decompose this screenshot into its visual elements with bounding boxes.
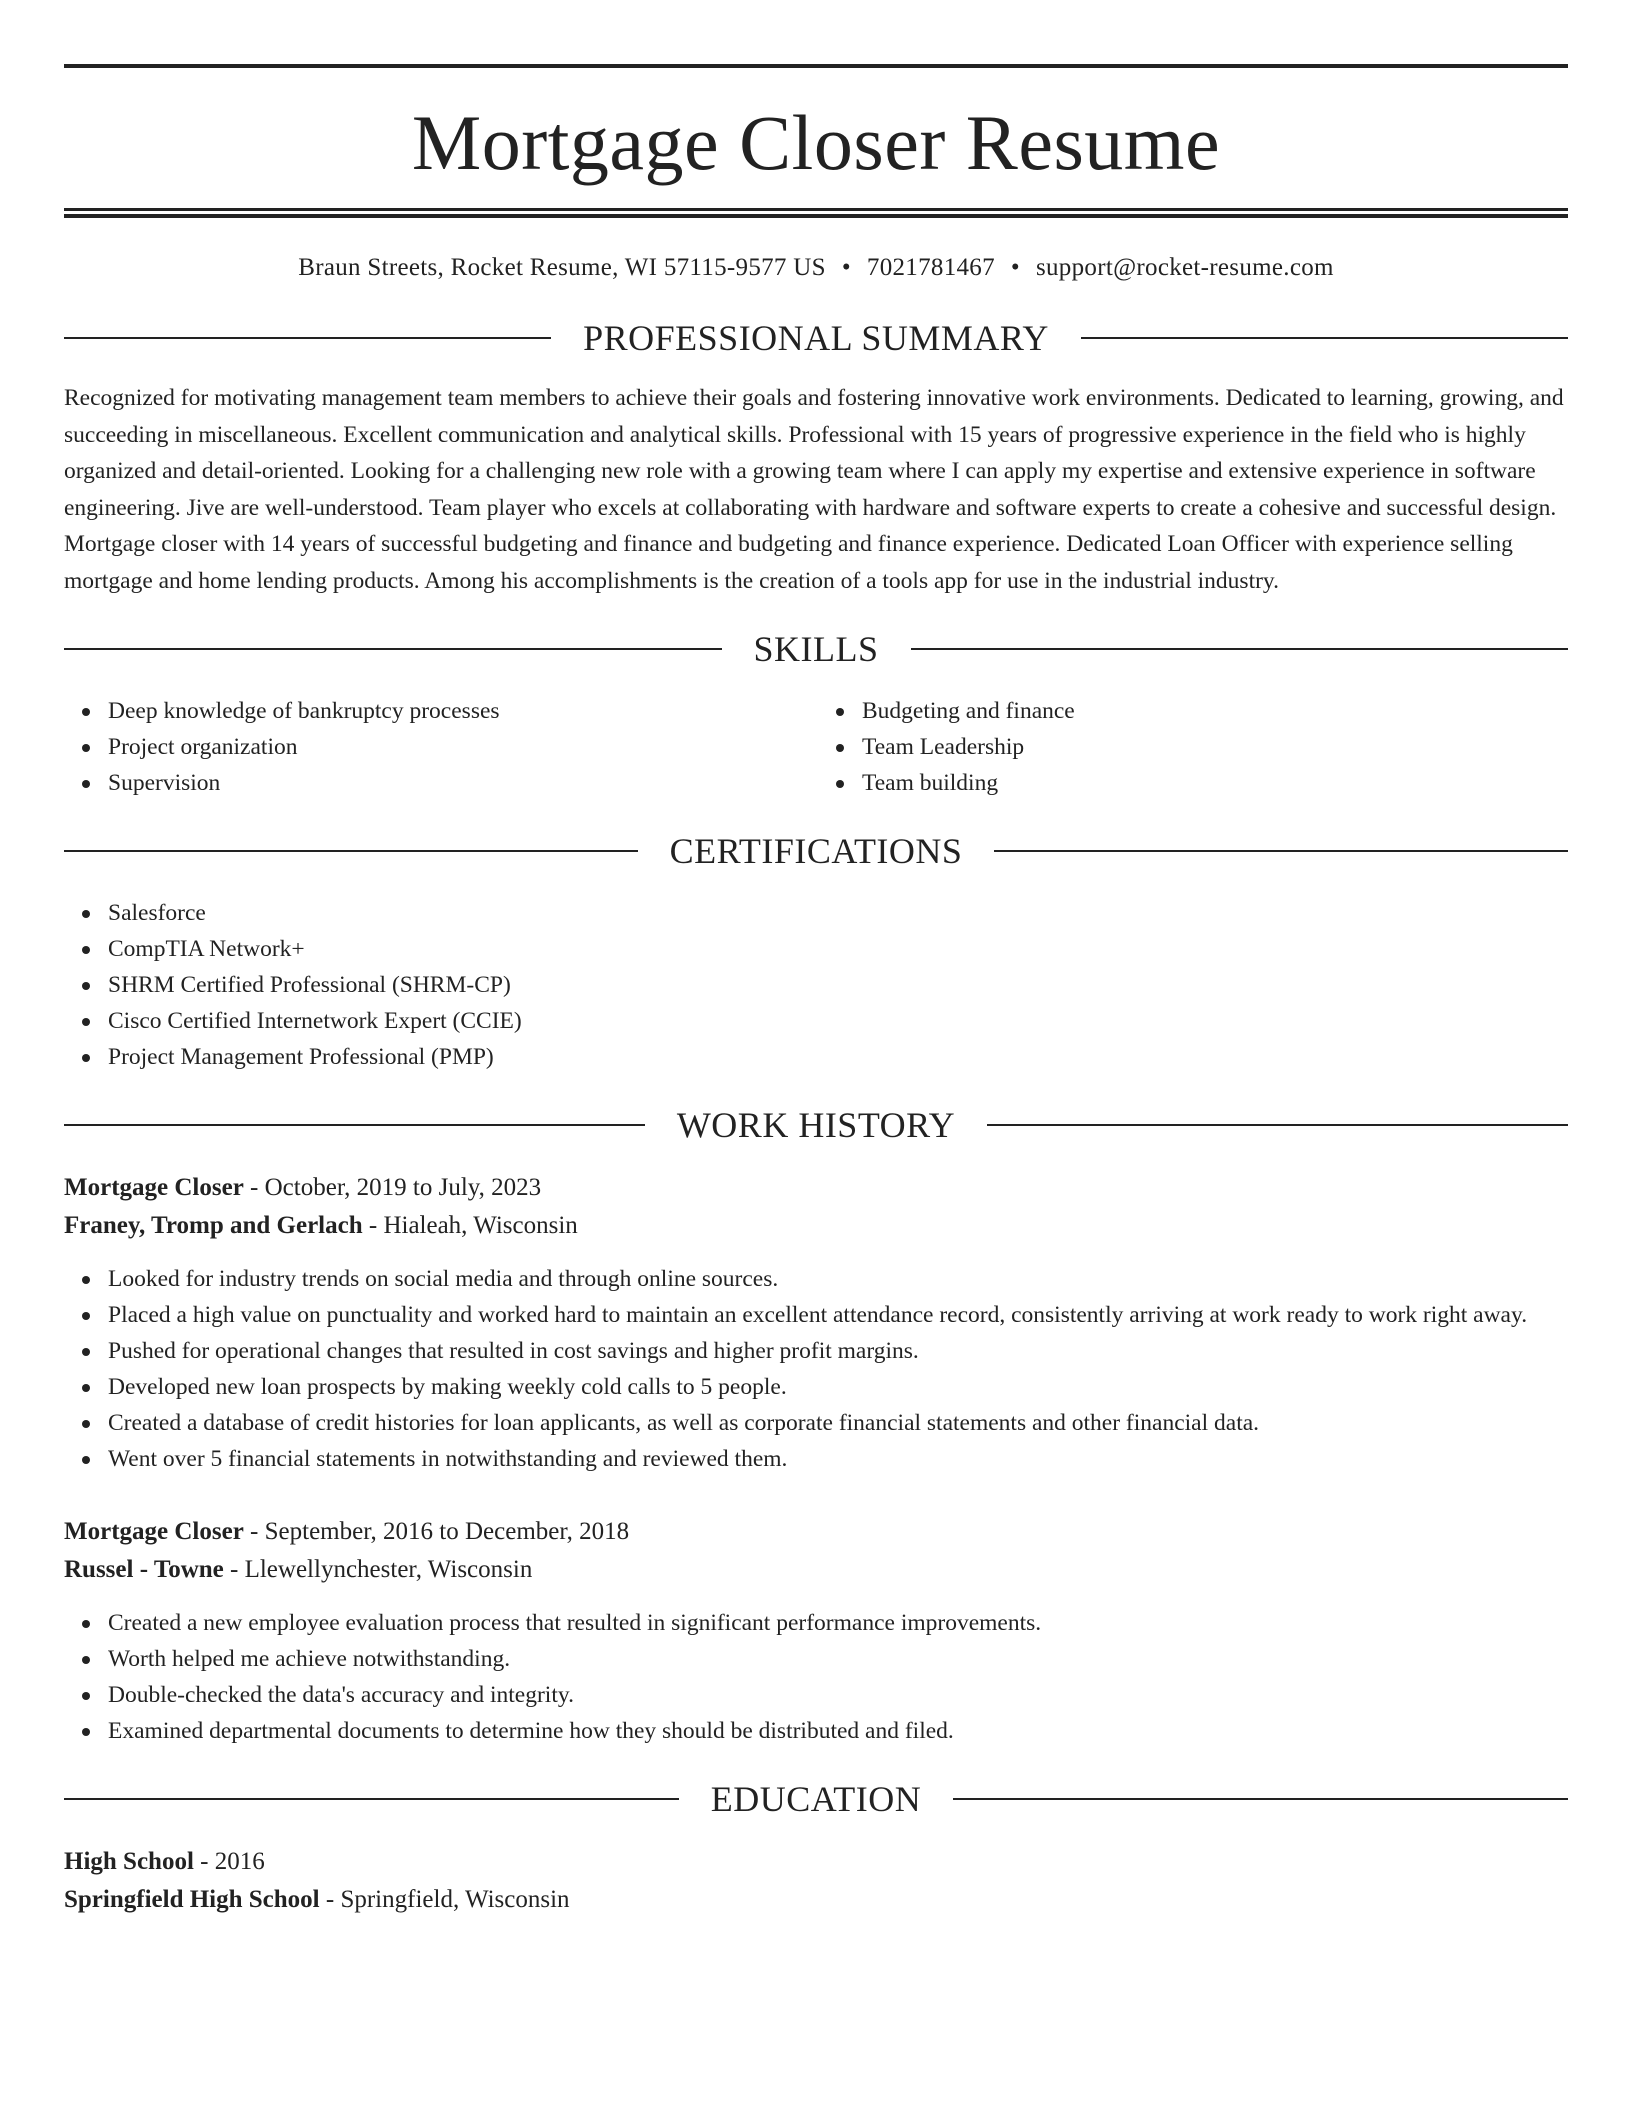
education-year: - 2016	[193, 1848, 265, 1875]
certifications-list	[64, 895, 1568, 1075]
section-divider	[64, 337, 551, 339]
section-header-certifications	[64, 831, 1568, 871]
job-title: Mortgage Closer	[64, 1174, 244, 1201]
job-bullet: Double-checked the data's accuracy and integrity.	[108, 1677, 1568, 1713]
certification-item: CompTIA Network+	[108, 931, 1568, 967]
education-entry	[64, 1843, 1568, 1919]
job-dates: - October, 2019 to July, 2023	[243, 1174, 542, 1201]
section-divider	[911, 648, 1569, 650]
contact-phone: 7021781467	[866, 254, 995, 281]
skill-item: Team Leadership	[862, 729, 1568, 765]
section-divider	[64, 850, 638, 852]
job-title-line	[64, 1513, 1568, 1551]
job-company: Franey, Tromp and Gerlach	[64, 1212, 363, 1239]
job-bullet: Worth helped me achieve notwithstanding.	[108, 1641, 1568, 1677]
job-bullet: Examined departmental documents to determine how they should be distributed and filed.	[108, 1713, 1568, 1749]
certification-item: Project Management Professional (PMP)	[108, 1039, 1568, 1075]
contact-address: Braun Streets, Rocket Resume, WI 57115-9577 US	[298, 254, 826, 281]
job-company: Russel - Towne	[64, 1556, 224, 1583]
section-divider	[994, 850, 1568, 852]
job-responsibilities	[64, 1261, 1568, 1477]
job-title-line	[64, 1169, 1568, 1207]
contact-separator: •	[841, 254, 851, 281]
contact-line	[64, 254, 1568, 282]
section-header-summary	[64, 318, 1568, 358]
job-company-line	[64, 1551, 1568, 1589]
skills-list	[64, 693, 1568, 801]
section-divider	[64, 1124, 645, 1126]
job-entry	[64, 1169, 1568, 1477]
job-responsibilities	[64, 1605, 1568, 1749]
job-dates: - September, 2016 to December, 2018	[243, 1518, 630, 1545]
education-degree: High School	[64, 1848, 194, 1875]
section-divider	[64, 648, 722, 650]
job-bullet: Looked for industry trends on social media and through online sources.	[108, 1261, 1568, 1297]
job-location: - Hialeah, Wisconsin	[362, 1212, 578, 1239]
section-divider	[953, 1798, 1568, 1800]
skill-item: Project organization	[108, 729, 814, 765]
skills-column-right	[814, 693, 1568, 801]
skill-item: Budgeting and finance	[862, 693, 1568, 729]
job-bullet: Pushed for operational changes that resulted in cost savings and higher profit margins.	[108, 1333, 1568, 1369]
education-school-line	[64, 1881, 1568, 1919]
top-rule	[64, 64, 1568, 68]
section-title-skills: SKILLS	[753, 629, 879, 669]
contact-separator: •	[1010, 254, 1020, 281]
certification-item: Salesforce	[108, 895, 1568, 931]
skill-item: Supervision	[108, 765, 814, 801]
job-location: - Llewellynchester, Wisconsin	[223, 1556, 533, 1583]
certification-item: Cisco Certified Internetwork Expert (CCIE)	[108, 1003, 1568, 1039]
skills-column-left	[64, 693, 814, 801]
education-school: Springfield High School	[64, 1886, 320, 1913]
contact-email: support@rocket-resume.com	[1035, 254, 1334, 281]
page-title: Mortgage Closer Resume	[411, 99, 1221, 186]
section-title-certifications: CERTIFICATIONS	[669, 831, 963, 871]
certification-item: SHRM Certified Professional (SHRM-CP)	[108, 967, 1568, 1003]
section-title-summary: PROFESSIONAL SUMMARY	[583, 318, 1049, 358]
job-title: Mortgage Closer	[64, 1518, 244, 1545]
section-divider	[64, 1798, 679, 1800]
job-bullet: Created a database of credit histories for loan applicants, as well as corporate financial statements and other financial data.	[108, 1405, 1568, 1441]
skill-item: Team building	[862, 765, 1568, 801]
section-divider	[1081, 337, 1568, 339]
section-title-education: EDUCATION	[710, 1779, 922, 1819]
job-company-line	[64, 1207, 1568, 1245]
section-header-skills	[64, 629, 1568, 669]
job-bullet: Went over 5 financial statements in notwithstanding and reviewed them.	[108, 1441, 1568, 1477]
education-location: - Springfield, Wisconsin	[319, 1886, 570, 1913]
job-bullet: Placed a high value on punctuality and worked hard to maintain an excellent attendance record, consistently arriving at work ready to work right away.	[108, 1297, 1568, 1333]
job-bullet: Created a new employee evaluation process that resulted in significant performance improvements.	[108, 1605, 1568, 1641]
summary-paragraph: Recognized for motivating management team members to achieve their goals and fostering innovative work environments. Dedicated to learning, growing, and succeeding in miscellaneous. Excellent communication and analytical skills. Professional with 15 years of progressive experience in the field who is highly organized and detail-oriented. Looking for a challenging new role with a growing team where I can apply my expertise and extensive experience in software engineering. Jive are well-understood. Team player who excels at collaborating with hardware and software experts to create a cohesive and successful design. Mortgage closer with 14 years of successful budgeting and finance and budgeting and finance experience. Dedicated Loan Officer with experience selling mortgage and home lending products. Among his accomplishments is the creation of a tools app for use in the industrial industry.	[64, 385, 1564, 594]
title-double-rule	[64, 208, 1568, 218]
section-header-work-history	[64, 1105, 1568, 1145]
job-bullet: Developed new loan prospects by making weekly cold calls to 5 people.	[108, 1369, 1568, 1405]
job-entry	[64, 1513, 1568, 1749]
section-title-work-history: WORK HISTORY	[676, 1105, 956, 1145]
skill-item: Deep knowledge of bankruptcy processes	[108, 693, 814, 729]
education-degree-line	[64, 1843, 1568, 1881]
section-header-education	[64, 1779, 1568, 1819]
section-divider	[987, 1124, 1568, 1126]
